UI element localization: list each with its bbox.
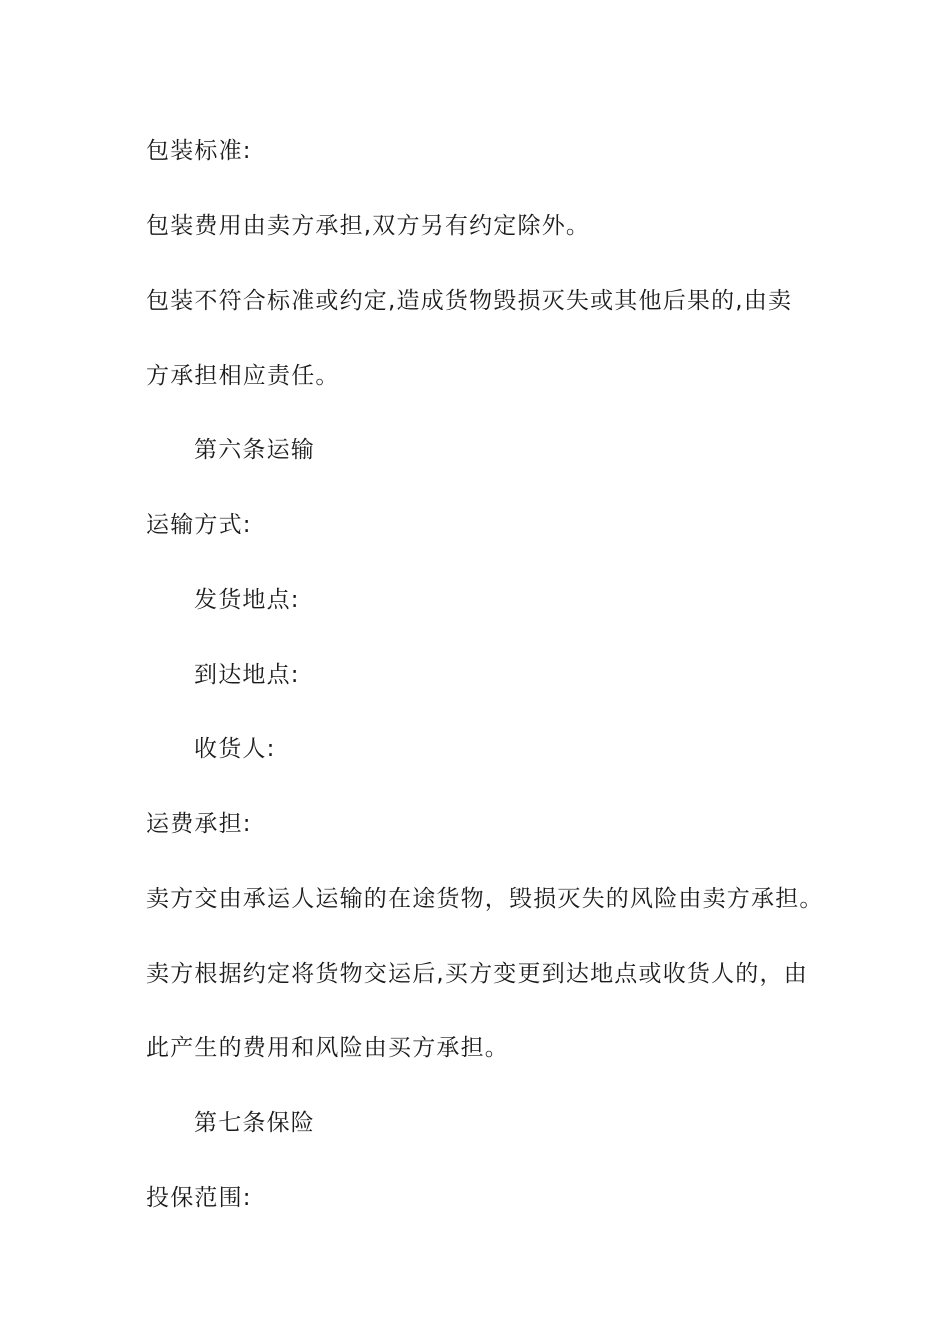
shipping-location-line: 发货地点: [194, 587, 300, 613]
article-six-heading: 第六条运输 [194, 437, 315, 463]
transport-method-line: 运输方式: [146, 512, 252, 538]
packaging-standard-line: 包装标准: [146, 138, 252, 164]
article-seven-heading: 第七条保险 [194, 1110, 315, 1136]
packaging-cost-line: 包装费用由卖方承担,双方另有约定除外。 [146, 213, 591, 239]
destination-change-line-1: 卖方根据约定将货物交运后,买方变更到达地点或收货人的，由 [146, 961, 808, 987]
packaging-liability-line-2: 方承担相应责任。 [146, 363, 340, 389]
insurance-scope-line: 投保范围: [146, 1185, 252, 1211]
freight-cost-line: 运费承担: [146, 811, 252, 837]
consignee-line: 收货人: [194, 736, 276, 762]
packaging-liability-line-1: 包装不符合标准或约定,造成货物毁损灭失或其他后果的,由卖 [146, 288, 793, 314]
destination-change-line-2: 此产生的费用和风险由买方承担。 [146, 1035, 509, 1061]
arrival-location-line: 到达地点: [194, 662, 300, 688]
transit-risk-line: 卖方交由承运人运输的在途货物，毁损灭失的风险由卖方承担。 [146, 886, 824, 912]
